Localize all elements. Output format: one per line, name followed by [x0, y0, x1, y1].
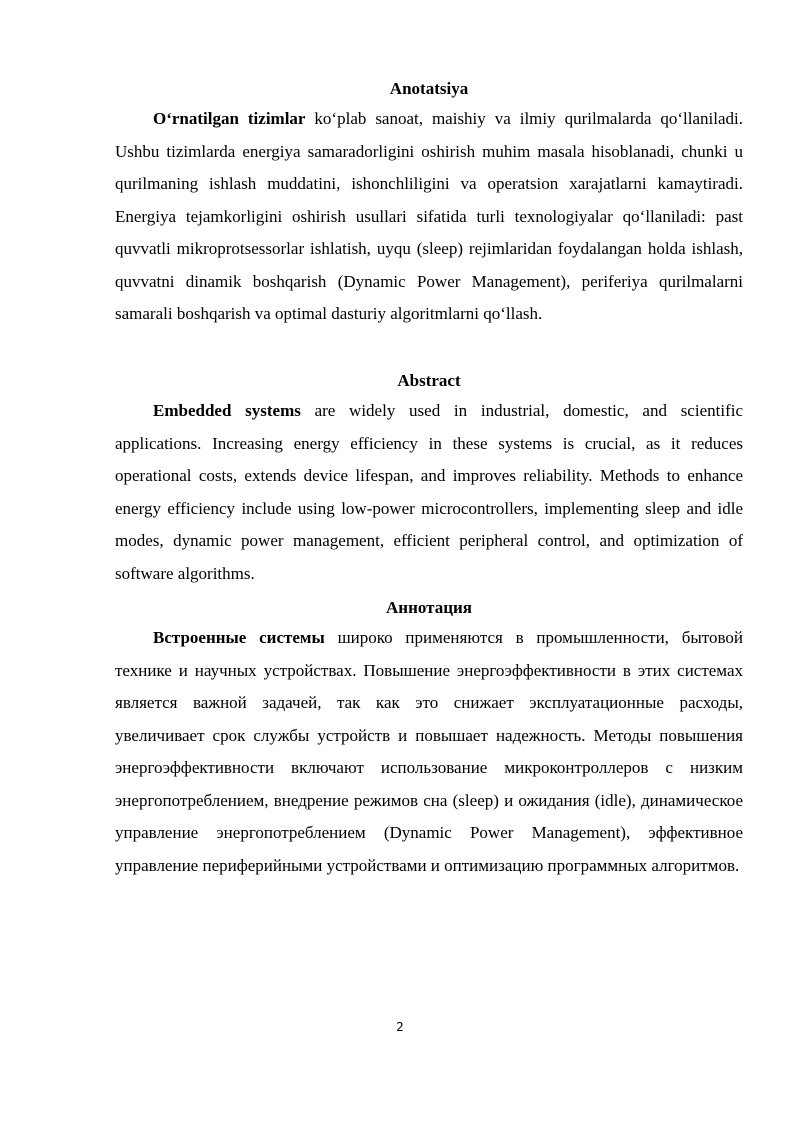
paragraph-annotatsiya-ru — [115, 622, 743, 882]
lead-term-abstract: Embedded systems — [153, 401, 301, 420]
heading-anotatsiya: Anotatsiya — [389, 79, 469, 98]
heading-annotatsiya-ru: Аннотация — [386, 598, 472, 617]
heading-abstract: Abstract — [397, 371, 461, 390]
paragraph-body-anotatsiya: koʻplab sanoat, maishiy va ilmiy qurilmalarda qoʻllaniladi. Ushbu tizimlarda energiya samaradorligini oshirish muhim masala hisoblanadi, chunki u qurilmaning ishlash muddatini, ishonchliligini va operatsion xarajatlarni kamaytiradi. Energiya tejamkorligini oshirish usullari sifatida turli texnologiyalar qoʻllaniladi: past quvvatli mikroprotsessorlar ishlatish, uyqu (sleep) rejimlaridan foydalangan holda ishlash, quvvatni dinamik boshqarish (Dynamic Power Management), periferiya qurilmalarni samarali boshqarish va optimal dasturiy algoritmlarni qoʻllash. — [115, 109, 743, 323]
lead-term-annotatsiya-ru: Встроенные системы — [153, 628, 325, 647]
paragraph-anotatsiya — [115, 103, 743, 331]
paragraph-body-annotatsiya-ru: широко применяются в промышленности, бытовой технике и научных устройствах. Повышение энергоэффективности в этих системах является важной задачей, так как это снижает эксплуатационные расходы, увеличивает срок службы устройств и повышает надежность. Методы повышения энергоэффективности включают использование микроконтроллеров с низким энергопотреблением, внедрение режимов сна (sleep) и ожидания (idle), динамическое управление энергопотреблением (Dynamic Power Management), эффективное управление периферийными устройствами и оптимизацию программных алгоритмов. — [115, 628, 743, 875]
paragraph-body-abstract: are widely used in industrial, domestic, and scientific applications. Increasing energy efficiency in these systems is crucial, as it reduces operational costs, extends device lifespan, and improves reliability. Methods to enhance energy efficiency include using low-power microcontrollers, implementing sleep and idle modes, dynamic power management, efficient peripheral control, and optimization of software algorithms. — [115, 401, 743, 583]
page-number: 2 — [396, 1020, 404, 1034]
paragraph-abstract — [115, 395, 743, 590]
lead-term-anotatsiya: Oʻrnatilgan tizimlar — [153, 109, 306, 128]
